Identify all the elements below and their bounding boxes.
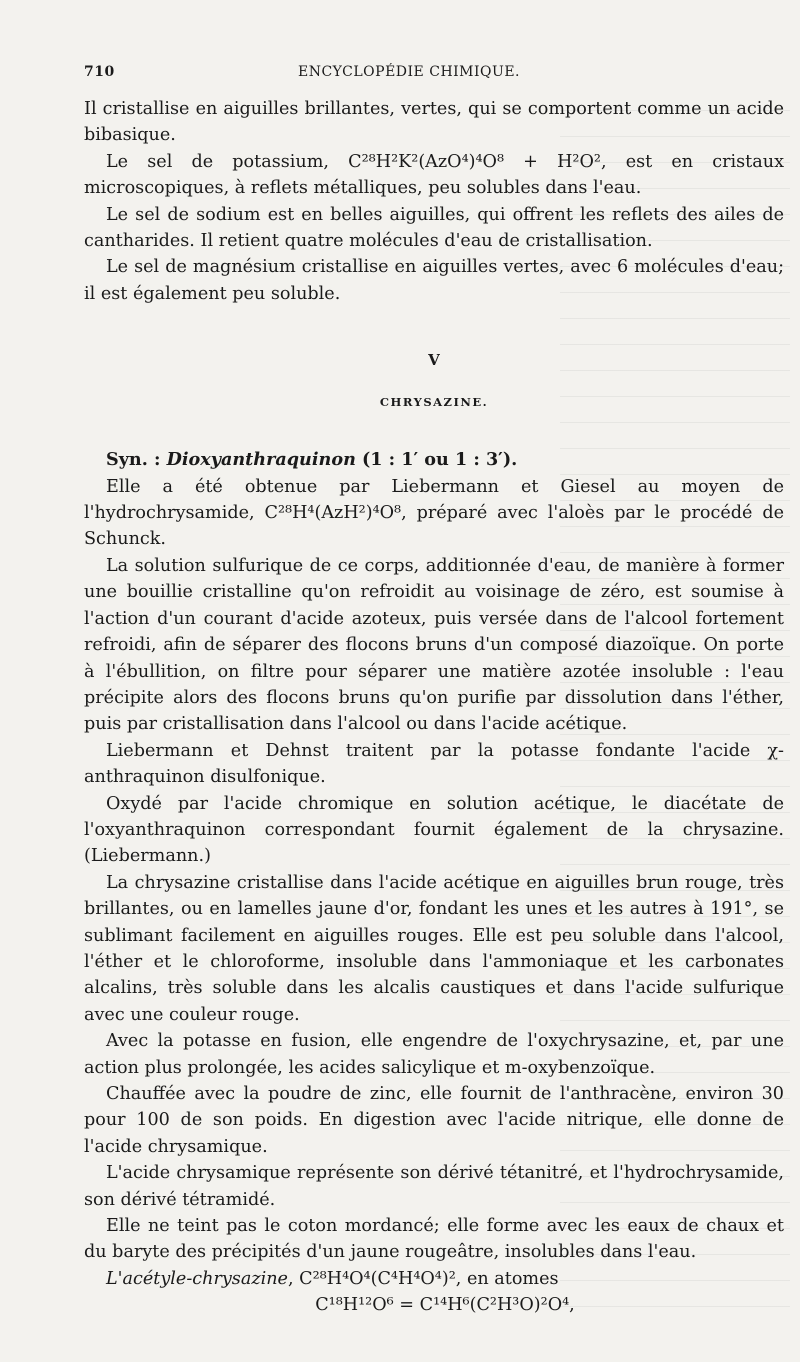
paragraph: Il cristallise en aiguilles brillantes, vertes, qui se comportent comme un acide bibasique. [84,99,784,146]
page-number: 710 [84,64,115,80]
running-title: ENCYCLOPÉDIE CHIMIQUE. [298,64,520,80]
syn-label: Syn. : [106,449,167,471]
paragraph: La solution sulfurique de ce corps, additionnée d'eau, de manière à former une bouillie cristalline qu'on refroidit au voisinage de zéro, est soumise à l'action d'un courant d'acide azoteux, puis versée dans de l'alcool fortement refroidi, afin de séparer des flocons bruns d'un composé diazoïque. On porte à l'ébullition, on filtre pour séparer une matière azotée insoluble : l'eau précipite alors des flocons bruns qu'on purifie par dissolution dans l'éther, puis par cristallisation dans l'alcool ou dans l'acide acétique. [84,555,784,735]
paragraph: L'acide chrysamique représente son dérivé tétanitré, et l'hydrochrysamide, son dérivé tétramidé. [84,1163,784,1210]
paragraph: Chauffée avec la poudre de zinc, elle fournit de l'anthracène, environ 30 pour 100 de son poids. En digestion avec l'acide nitrique, elle donne de l'acide chrysamique. [84,1084,784,1157]
synonym-line [84,447,784,473]
paragraph: Le sel de magnésium cristallise en aiguilles vertes, avec 6 molécules d'eau; il est également peu soluble. [84,257,784,304]
acetyl-line [84,1266,784,1292]
section-number: V [428,351,440,370]
acetyl-formula: , C²⁸H⁴O⁴(C⁴H⁴O⁴)², en atomes [287,1268,559,1289]
acetyl-name: L'acétyle-chrysazine [106,1268,288,1289]
page-header [84,64,734,88]
syn-rest: (1 : 1′ ou 1 : 3′). [355,449,518,471]
paragraph: Elle ne teint pas le coton mordancé; elle forme avec les eaux de chaux et du baryte des précipités d'un jaune rougeâtre, insolubles dans l'eau. [84,1216,784,1263]
paragraph: Avec la potasse en fusion, elle engendre de l'oxychrysazine, et, par une action plus prolongée, les acides salicylique et m-oxybenzoïque. [84,1031,784,1078]
paragraph: Liebermann et Dehnst traitent par la potasse fondante l'acide χ-anthraquinon disulfonique. [84,740,784,788]
section-title: CHRYSAZINE. [379,395,489,410]
centered-formula: C¹⁸H¹²O⁶ = C¹⁴H⁶(C²H³O)²O⁴, [315,1295,575,1316]
page-body [84,96,784,1319]
paragraph: Elle a été obtenue par Liebermann et Giesel au moyen de l'hydrochrysamide, C²⁸H⁴(AzH²)⁴O⁸, préparé avec l'aloès par le procédé de Schunck. [84,476,784,550]
paragraph: Oxydé par l'acide chromique en solution acétique, le diacétate de l'oxyanthraquinon correspondant fournit également de la chrysazine. (Liebermann.) [84,793,784,867]
paragraph: Le sel de sodium est en belles aiguilles, qui offrent les reflets des ailes de cantharides. Il retient quatre molécules d'eau de cristallisation. [84,204,784,252]
paragraph: Le sel de potassium, C²⁸H²K²(AzO⁴)⁴O⁸ + H²O², est en cristaux microscopiques, à reflets métalliques, peu solubles dans l'eau. [84,151,784,199]
paragraph: La chrysazine cristallise dans l'acide acétique en aiguilles brun rouge, très brillantes, ou en lamelles jaune d'or, fondant les unes et les autres à 191°, se sublimant facilement en aiguilles rouges. Elle est peu soluble dans l'alcool, l'éther et le chloroforme, insoluble dans l'ammoniaque et les carbonates alcalins, très soluble dans les alcalis caustiques et dans l'acide sulfurique avec une couleur rouge. [84,872,784,1025]
syn-name: Dioxyanthraquinon [166,449,356,471]
